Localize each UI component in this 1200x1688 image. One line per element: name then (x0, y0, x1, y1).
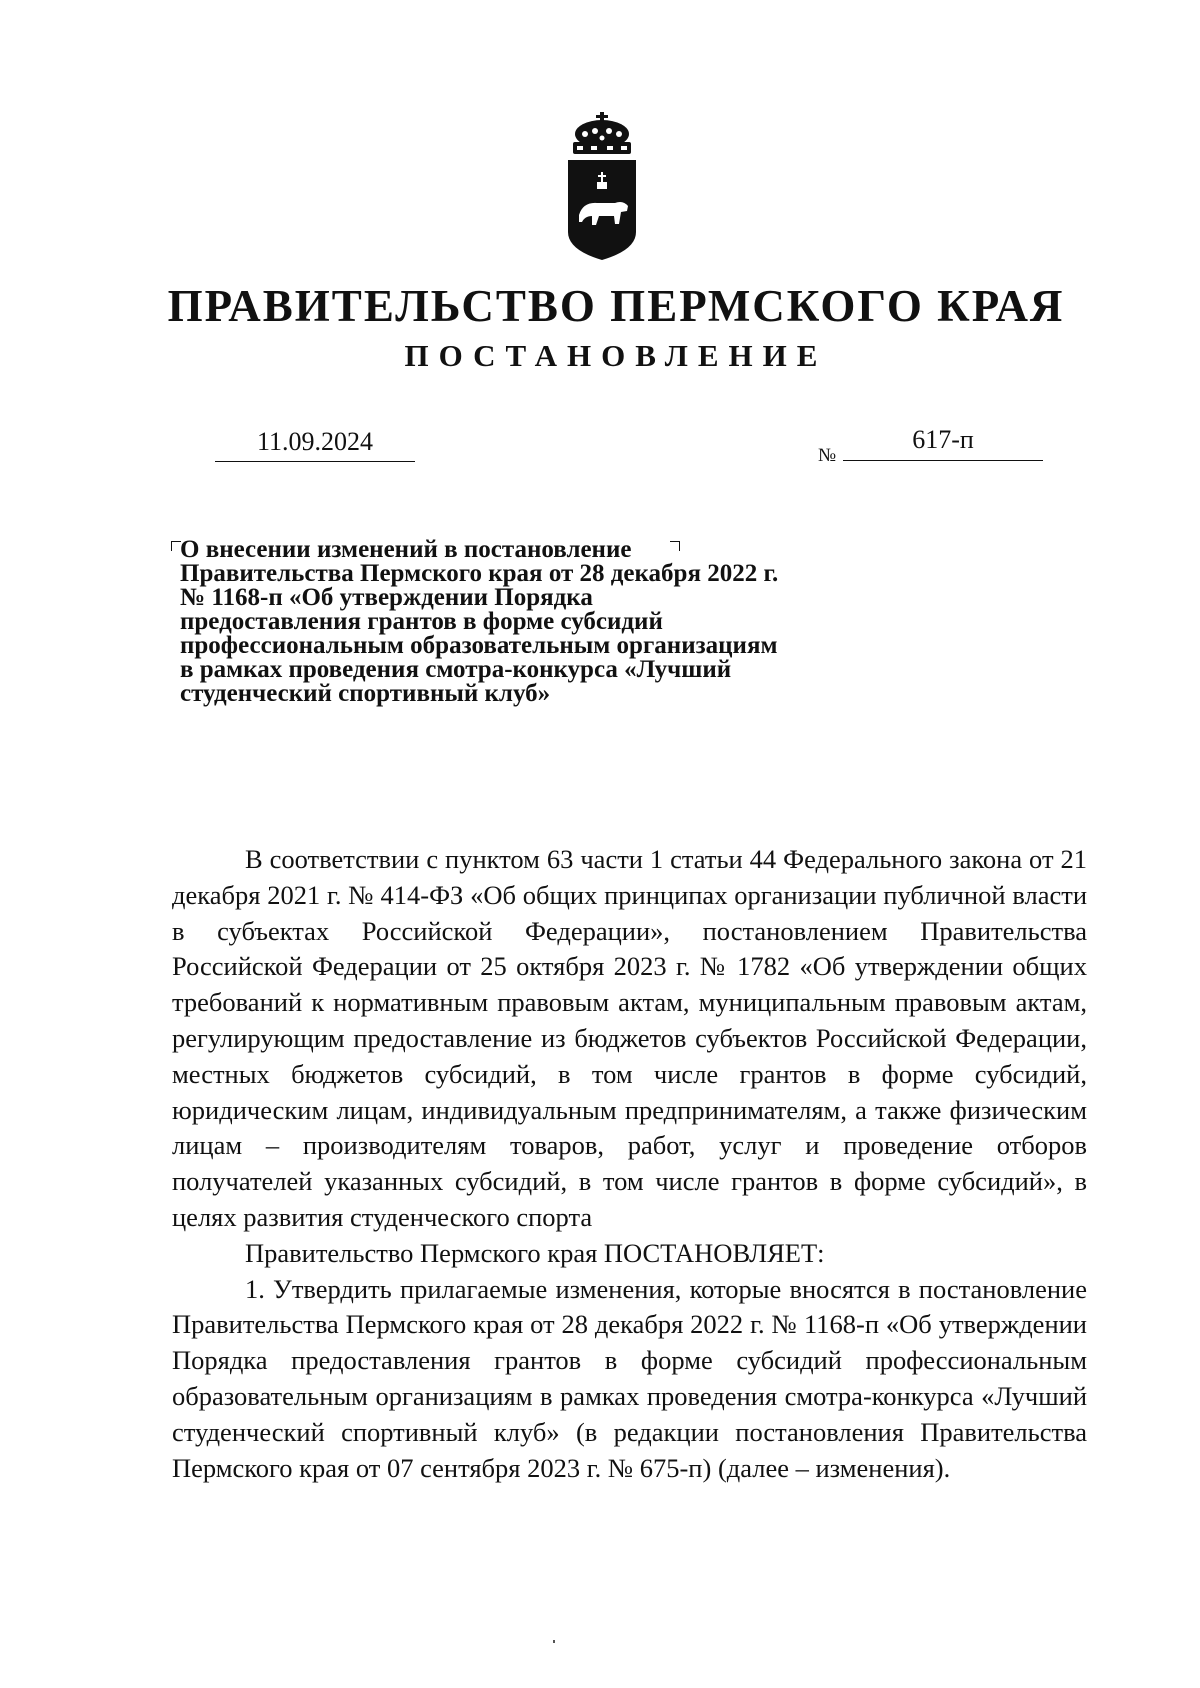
preamble-paragraph: В соответствии с пунктом 63 части 1 статьи 44 Федерального закона от 21 декабря 2021 г. № 414-ФЗ «Об общих принципах организации публичной власти в субъектах Российской Федерации», постановлением Правительства Российской Федерации от 25 октября 2023 г. № 1782 «Об утверждении общих требований к нормативным правовым актам, муниципальным правовым актам, регулирующим предоставление из бюджетов субъектов Российской Федерации, местных бюджетов субсидий, в том числе грантов в форме субсидий, юридическим лицам, индивидуальным предпринимателям, а также физическим лицам – производителям товаров, работ, услуг и проведение отборов получателей указанных субсидий, в том числе грантов в форме субсидий», в целях развития студенческого спорта (172, 844, 1087, 1232)
document-body (172, 842, 1087, 1486)
document-date: 11.09.2024 (215, 427, 415, 462)
document-number: 617-п (843, 425, 1043, 461)
scan-speck (553, 1640, 555, 1643)
number-sign: № (818, 445, 837, 466)
document-type: ПОСТАНОВЛЕНИЕ (404, 338, 828, 373)
organization-title: ПРАВИТЕЛЬСТВО ПЕРМСКОГО КРАЯ (167, 281, 1065, 331)
coat-of-arms-icon (565, 112, 639, 262)
item-1-paragraph: 1. Утвердить прилагаемые изменения, которые вносятся в постановление Правительства Пермского края от 28 декабря 2022 г. № 1168-п «Об утверждении Порядка предоставления грантов в форме субсидий профессиональным образовательным организациям в рамках проведения смотра-конкурса «Лучший студенческий спортивный клуб» (в редакции постановления Правительства Пермского края от 07 сентября 2023 г. № 675-п) (далее – изменения). (172, 1273, 1087, 1483)
resolves-paragraph: Правительство Пермского края ПОСТАНОВЛЯЕТ: (245, 1237, 825, 1268)
document-subject: О внесении изменений в постановление Правительства Пермского края от 28 декабря 2022 г. № 1168-п «Об утверждении Порядка предоставления грантов в форме субсидий профессиональным образовательным организациям в рамках проведения смотра-конкурса «Лучший студенческий спортивный клуб» (180, 536, 779, 707)
